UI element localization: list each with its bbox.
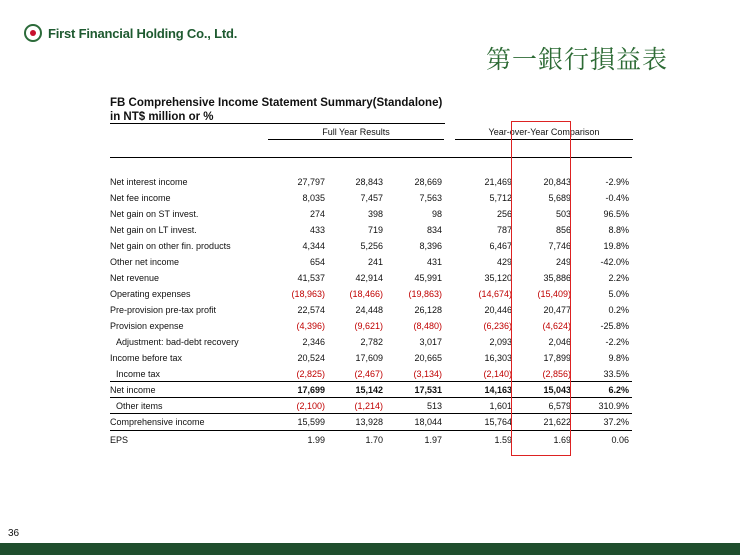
row-label: Net revenue — [110, 273, 160, 283]
cell-value: 431 — [426, 257, 442, 267]
cell-value: (2,140) — [483, 369, 512, 379]
table-row — [0, 398, 740, 414]
cell-value: (18,963) — [291, 289, 325, 299]
cell-value: 7,457 — [360, 193, 383, 203]
cell-value: 2,346 — [302, 337, 325, 347]
cell-value: (9,621) — [354, 321, 383, 331]
cell-value: 8.8% — [608, 225, 629, 235]
highlight-box — [511, 121, 571, 456]
cell-value: -42.0% — [600, 257, 629, 267]
page-title: 第一銀行損益表 — [485, 45, 668, 74]
cell-value: 18,044 — [414, 417, 442, 427]
cell-value: 6.2% — [608, 385, 629, 395]
cell-value: 19.8% — [603, 241, 629, 251]
cell-value: (18,466) — [349, 289, 383, 299]
cell-value: 429 — [496, 257, 512, 267]
cell-value: 20,843 — [543, 177, 571, 187]
cell-value: 834 — [426, 225, 442, 235]
cell-value: (2,856) — [542, 369, 571, 379]
cell-value: 4,344 — [302, 241, 325, 251]
cell-value: 398 — [367, 209, 383, 219]
row-label: Comprehensive income — [110, 417, 205, 427]
cell-value: 7,746 — [548, 241, 571, 251]
cell-value: 1.69 — [553, 435, 571, 445]
row-label: Income before tax — [110, 353, 183, 363]
table-title — [110, 96, 442, 124]
cell-value: 6,579 — [548, 401, 571, 411]
cell-value: 16,303 — [484, 353, 512, 363]
cell-value: 20,524 — [297, 353, 325, 363]
cell-value: 17,899 — [543, 353, 571, 363]
cell-value: 33.5% — [603, 369, 629, 379]
table-row — [0, 238, 740, 254]
row-label: Other net income — [110, 257, 180, 267]
cell-value: 5,256 — [360, 241, 383, 251]
cell-value: 310.9% — [598, 401, 629, 411]
cell-value: 15,043 — [543, 385, 571, 395]
cell-value: 21,469 — [484, 177, 512, 187]
cell-value: 17,609 — [355, 353, 383, 363]
cell-value: 5,712 — [489, 193, 512, 203]
cell-value: 6,467 — [489, 241, 512, 251]
cell-value: (8,480) — [413, 321, 442, 331]
cell-value: 5,689 — [548, 193, 571, 203]
cell-value: -2.2% — [605, 337, 629, 347]
group-header-yoy: Year-over-Year Comparison — [488, 127, 600, 137]
cell-value: 15,142 — [355, 385, 383, 395]
cell-value: 256 — [496, 209, 512, 219]
row-label: Pre-provision pre-tax profit — [110, 305, 217, 315]
row-label: Net fee income — [110, 193, 171, 203]
cell-value: 1.99 — [307, 435, 325, 445]
cell-value: 96.5% — [603, 209, 629, 219]
row-label: Adjustment: bad-debt recovery — [116, 337, 239, 347]
cell-value: 26,128 — [414, 305, 442, 315]
cell-value: (19,863) — [408, 289, 442, 299]
company-logo — [24, 24, 237, 42]
cell-value: -2.9% — [605, 177, 629, 187]
cell-value: (4,396) — [296, 321, 325, 331]
cell-value: 1.97 — [424, 435, 442, 445]
cell-value: 35,120 — [484, 273, 512, 283]
cell-value: (2,467) — [354, 369, 383, 379]
cell-value: 24,448 — [355, 305, 383, 315]
cell-value: 0.06 — [611, 435, 629, 445]
cell-value: 20,446 — [484, 305, 512, 315]
cell-value: 241 — [367, 257, 383, 267]
cell-value: 856 — [555, 225, 571, 235]
table-row — [0, 302, 740, 318]
cell-value: 20,665 — [414, 353, 442, 363]
cell-value: (3,134) — [413, 369, 442, 379]
logo-text: First Financial Holding Co., Ltd. — [48, 25, 238, 41]
table-row — [0, 270, 740, 286]
row-label: Net income — [110, 385, 156, 395]
cell-value: 513 — [426, 401, 442, 411]
cell-value: (2,100) — [296, 401, 325, 411]
table-row — [0, 334, 740, 350]
cell-value: 13,928 — [355, 417, 383, 427]
page-number: 36 — [8, 528, 20, 539]
cell-value: 45,991 — [414, 273, 442, 283]
cell-value: 2,093 — [489, 337, 512, 347]
table-row — [0, 174, 740, 190]
row-label: Net gain on LT invest. — [110, 225, 197, 235]
logo-emblem-icon — [24, 24, 42, 42]
cell-value: (4,624) — [542, 321, 571, 331]
table-row — [0, 190, 740, 206]
table-row — [0, 318, 740, 334]
cell-value: 20,477 — [543, 305, 571, 315]
cell-value: (6,236) — [483, 321, 512, 331]
cell-value: 503 — [555, 209, 571, 219]
row-label: EPS — [110, 435, 129, 445]
cell-value: 1.70 — [365, 435, 383, 445]
cell-value: 28,843 — [355, 177, 383, 187]
footer-bar — [0, 543, 740, 555]
cell-value: 9.8% — [608, 353, 629, 363]
cell-value: 3,017 — [419, 337, 442, 347]
cell-value: 0.2% — [608, 305, 629, 315]
cell-value: 8,396 — [419, 241, 442, 251]
cell-value: 719 — [367, 225, 383, 235]
cell-value: 22,574 — [297, 305, 325, 315]
cell-value: 14,163 — [484, 385, 512, 395]
table-row — [0, 254, 740, 270]
table-title-line2: in NT$ million or % — [110, 111, 214, 123]
row-label: Operating expenses — [110, 289, 191, 299]
cell-value: 5.0% — [608, 289, 629, 299]
table-row — [0, 414, 740, 430]
table-row — [0, 222, 740, 238]
cell-value: 28,669 — [414, 177, 442, 187]
cell-value: 42,914 — [355, 273, 383, 283]
cell-value: 2.2% — [608, 273, 629, 283]
cell-value: 8,035 — [302, 193, 325, 203]
cell-value: 274 — [309, 209, 325, 219]
row-label: Net gain on other fin. products — [110, 241, 231, 251]
cell-value: 654 — [309, 257, 325, 267]
cell-value: 15,764 — [484, 417, 512, 427]
group-header-full-year: Full Year Results — [322, 127, 390, 137]
table-row — [0, 350, 740, 366]
cell-value: (14,674) — [478, 289, 512, 299]
cell-value: 1,601 — [489, 401, 512, 411]
divider — [110, 123, 445, 124]
table-row — [0, 206, 740, 222]
table-row — [0, 432, 740, 448]
row-label: Provision expense — [110, 321, 184, 331]
cell-value: 249 — [555, 257, 571, 267]
cell-value: 17,531 — [414, 385, 442, 395]
cell-value: 1.59 — [494, 435, 512, 445]
table-title-line1: FB Comprehensive Income Statement Summary(Standalone) — [110, 97, 443, 109]
table-row — [0, 382, 740, 398]
cell-value: 21,622 — [543, 417, 571, 427]
table-row — [0, 366, 740, 382]
cell-value: 7,563 — [419, 193, 442, 203]
row-label: Other items — [116, 401, 163, 411]
row-label: Net gain on ST invest. — [110, 209, 199, 219]
cell-value: (1,214) — [354, 401, 383, 411]
cell-value: 41,537 — [297, 273, 325, 283]
cell-value: 17,699 — [297, 385, 325, 395]
divider — [268, 139, 444, 140]
cell-value: (2,825) — [296, 369, 325, 379]
cell-value: 27,797 — [297, 177, 325, 187]
cell-value: 2,046 — [548, 337, 571, 347]
cell-value: 2,782 — [360, 337, 383, 347]
row-label: Net interest income — [110, 177, 188, 187]
cell-value: -0.4% — [605, 193, 629, 203]
cell-value: 35,886 — [543, 273, 571, 283]
cell-value: (15,409) — [537, 289, 571, 299]
cell-value: 37.2% — [603, 417, 629, 427]
cell-value: 98 — [431, 209, 442, 219]
cell-value: -25.8% — [600, 321, 629, 331]
row-label: Income tax — [116, 369, 161, 379]
cell-value: 433 — [309, 225, 325, 235]
cell-value: 15,599 — [297, 417, 325, 427]
cell-value: 787 — [496, 225, 512, 235]
table-row — [0, 286, 740, 302]
